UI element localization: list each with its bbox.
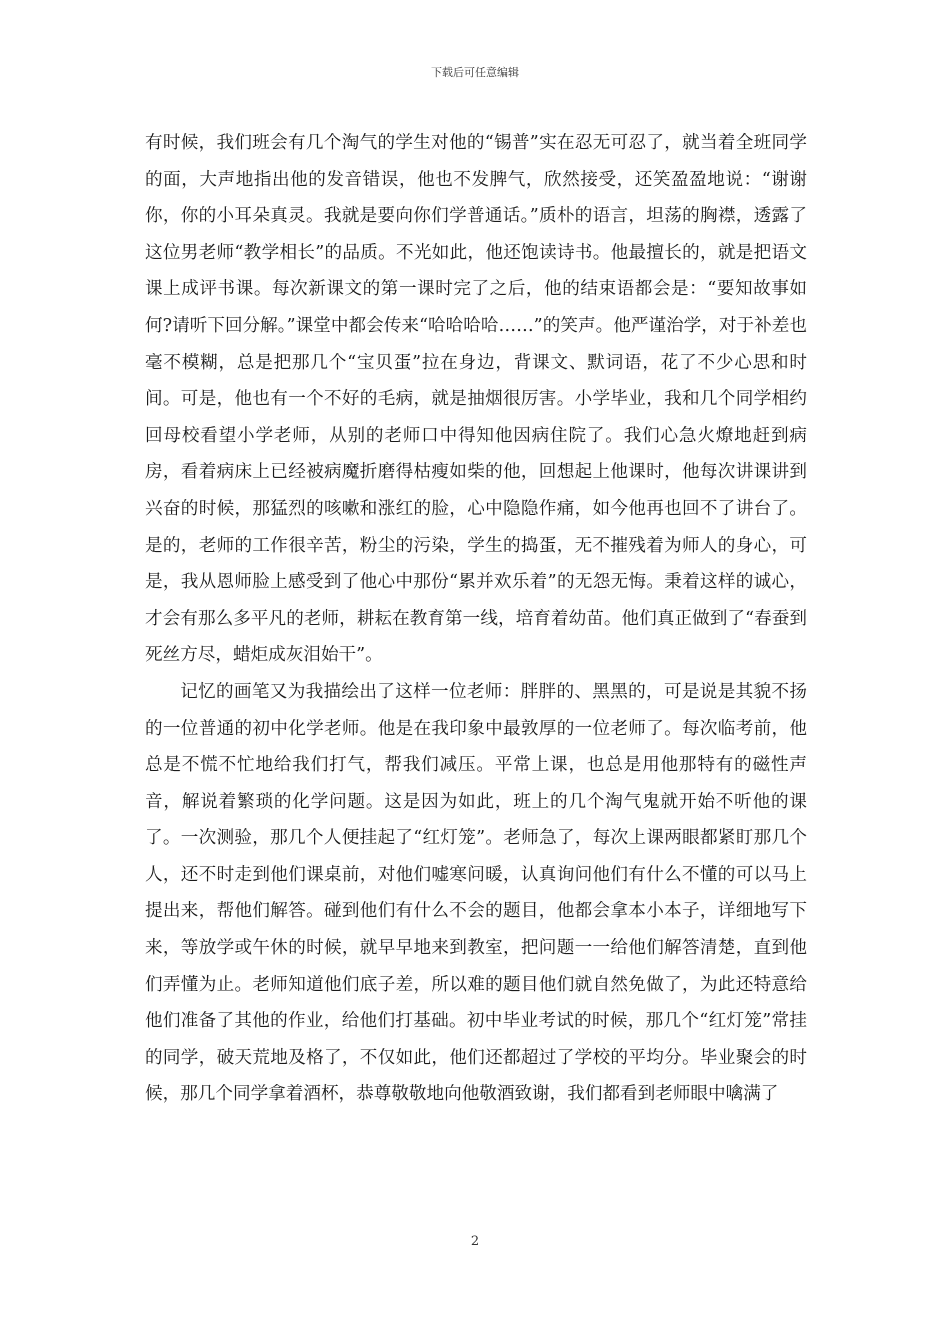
document-body: [145, 125, 807, 1113]
page-header: 下载后可任意编辑: [431, 66, 519, 79]
paragraph-1: 有时候，我们班会有几个淘气的学生对他的“锡普”实在忍无可忍了，就当着全班同学的面，大声地指出他的发音错误，他也不发脾气，欣然接受，还笑盈盈地说：“谢谢你，你的小耳朵真灵。我就是要向你们学普通话。”质朴的语言，坦荡的胸襟，透露了这位男老师“教学相长”的品质。不光如此，他还饱读诗书。他最擅长的，就是把语文课上成评书课。每次新课文的第一课时完了之后，他的结束语都会是：“要知故事如何?请听下回分解。”课堂中都会传来“哈哈哈哈……”的笑声。他严谨治学，对于补差也毫不模糊，总是把那几个“宝贝蛋”拉在身边，背课文、默词语，花了不少心思和时间。可是，他也有一个不好的毛病，就是抽烟很厉害。小学毕业，我和几个同学相约回母校看望小学老师，从别的老师口中得知他因病住院了。我们心急火燎地赶到病房，看着病床上已经被病魔折磨得枯瘦如柴的他，回想起上他课时，他每次讲课讲到兴奋的时候，那猛烈的咳嗽和涨红的脸，心中隐隐作痛，如今他再也回不了讲台了。是的，老师的工作很辛苦，粉尘的污染，学生的捣蛋，无不摧残着为师人的身心，可是，我从恩师脸上感受到了他心中那份“累并欢乐着”的无怨无悔。秉着这样的诚心，才会有那么多平凡的老师，耕耘在教育第一线，培育着幼苗。他们真正做到了“春蚕到死丝方尽，蜡炬成灰泪始干”。: [145, 133, 807, 666]
paragraph-2: 记忆的画笔又为我描绘出了这样一位老师：胖胖的、黑黑的，可是说是其貌不扬的一位普通的初中化学老师。他是在我印象中最敦厚的一位老师了。每次临考前，他总是不慌不忙地给我们打气，帮我们减压。平常上课，也总是用他那特有的磁性声音，解说着繁琐的化学问题。这是因为如此，班上的几个淘气鬼就开始不听他的课了。一次测验，那几个人便挂起了“红灯笼”。老师急了，每次上课两眼都紧盯那几个人，还不时走到他们课桌前，对他们嘘寒问暖，认真询问他们有什么不懂的可以马上提出来，帮他们解答。碰到他们有什么不会的题目，他都会拿本小本子，详细地写下来，等放学或午休的时候，就早早地来到教室，把问题一一给他们解答清楚，直到他们弄懂为止。老师知道他们底子差，所以难的题目他们就自然免做了，为此还特意给他们准备了其他的作业，给他们打基础。初中毕业考试的时候，那几个“红灯笼”常挂的同学，破天荒地及格了，不仅如此，他们还都超过了学校的平均分。毕业聚会的时候，那几个同学拿着酒杯，恭尊敬敬地向他敬酒致谢，我们都看到老师眼中噙满了: [145, 681, 807, 1105]
page-number: 2: [470, 1234, 480, 1249]
